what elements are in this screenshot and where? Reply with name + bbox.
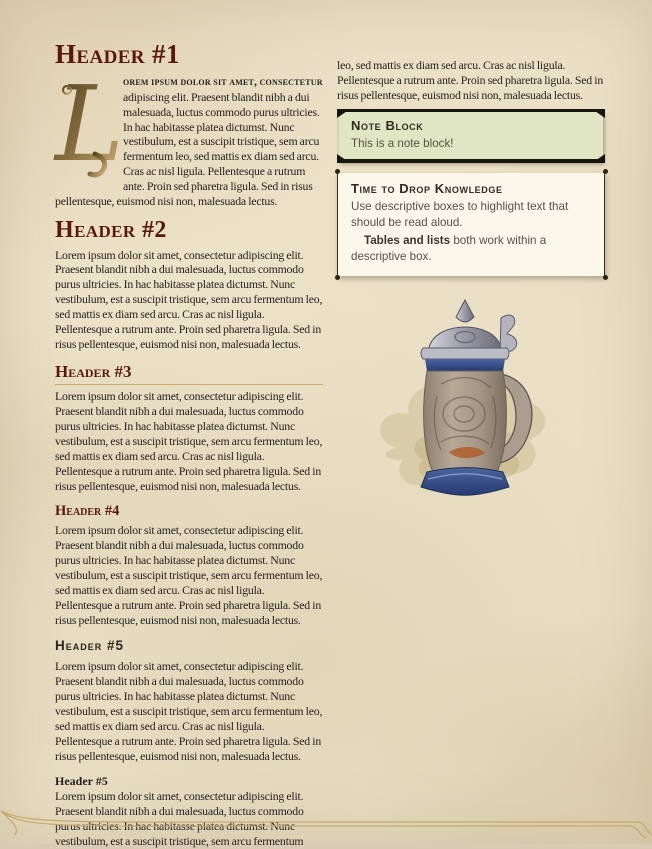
descriptive-paragraph-rest: both work within a descriptive box. bbox=[351, 233, 547, 263]
paragraph-6: Lorem ipsum dolor sit amet, consectetur adipiscing elit. Praesent blandit nibh a dui malesuada, luctus commodo purus ultricies. In hac habitasse platea dictumst. Nunc vestibulum, est a suscipit tristique, sem arcu fermentum bbox=[55, 789, 304, 849]
stein-thumb-lever bbox=[500, 315, 517, 353]
right-column bbox=[337, 58, 605, 515]
note-block-text: This is a note block! bbox=[351, 136, 454, 150]
descriptive-box-title: Time to Drop Knowledge bbox=[351, 180, 503, 196]
descriptive-box bbox=[337, 173, 605, 276]
section-title-h3: Header #3 bbox=[55, 363, 323, 385]
note-border-flare bbox=[337, 154, 350, 163]
note-border-flare bbox=[592, 109, 605, 118]
descriptive-box-paragraph-2 bbox=[351, 233, 591, 265]
drop-cap-letter: L bbox=[55, 63, 124, 186]
left-column bbox=[55, 39, 323, 849]
column-overflow-paragraph: leo, sed mattis ex diam sed arcu. Cras ac nisl ligula. Pellentesque a rutrum ante. Proin sed pharetra ligula. Sed in risus pellentesque, euismod nisi non, malesuada lectus. bbox=[337, 58, 604, 102]
section-title-h4: Header #4 bbox=[55, 502, 120, 519]
paragraph-5: Lorem ipsum dolor sit amet, consectetur adipiscing elit. Praesent blandit nibh a dui malesuada, luctus commodo purus ultricies. In hac habitasse platea dictumst. Nunc vestibulum, est a suscipit tristique, sem arcu fermentum leo, sed mattis ex diam sed arcu. Cras ac nisl ligula. Pellentesque a rutrum ante. Proin sed pharetra ligula. Sed in risus pellentesque, euismod nisi non, malesuada lectus. bbox=[55, 659, 323, 764]
descriptive-corner-dot bbox=[335, 275, 340, 280]
note-block bbox=[339, 111, 603, 161]
descriptive-box-paragraph: Use descriptive boxes to highlight text that should be read aloud. bbox=[351, 199, 569, 229]
stein-illustration bbox=[351, 298, 605, 515]
stein-finial bbox=[456, 300, 474, 322]
note-border-flare bbox=[592, 154, 605, 163]
beer-stein-image bbox=[351, 298, 581, 510]
descriptive-corner-dot bbox=[603, 169, 608, 174]
note-block-title: Note Block bbox=[351, 117, 424, 133]
section-title-h5: Header #5 bbox=[55, 638, 125, 654]
section-title-h6: Header #5 bbox=[55, 774, 108, 789]
paragraph-4: Lorem ipsum dolor sit amet, consectetur adipiscing elit. Praesent blandit nibh a dui malesuada, luctus commodo purus ultricies. In hac habitasse platea dictumst. Nunc vestibulum, est a suscipit tristique, sem arcu fermentum leo, sed mattis ex diam sed arcu. Cras ac nisl ligula. Pellentesque a rutrum ante. Proin sed pharetra ligula. Sed in risus pellentesque, euismod nisi non, malesuada lectus. bbox=[55, 522, 323, 627]
note-border-flare bbox=[337, 109, 350, 118]
paragraph-1 bbox=[55, 63, 323, 209]
stein-blue-collar bbox=[425, 359, 505, 371]
descriptive-corner-dot bbox=[603, 275, 608, 280]
paragraph-3: Lorem ipsum dolor sit amet, consectetur adipiscing elit. Praesent blandit nibh a dui malesuada, luctus commodo purus ultricies. In hac habitasse platea dictumst. Nunc vestibulum, est a suscipit tristique, sem arcu fermentum leo, sed mattis ex diam sed arcu. Cras ac nisl ligula. Pellentesque a rutrum ante. Proin sed pharetra ligula. Sed in risus pellentesque, euismod nisi non, malesuada lectus. bbox=[55, 388, 323, 493]
lead-small-caps-text: orem ipsum dolor sit amet, consectetur bbox=[123, 76, 323, 89]
paragraph-2: Lorem ipsum dolor sit amet, consectetur adipiscing elit. Praesent blandit nibh a dui malesuada, luctus commodo purus ultricies. In hac habitasse platea dictumst. Nunc vestibulum, est a suscipit tristique, sem arcu fermentum leo, sed mattis ex diam sed arcu. Cras ac nisl ligula. Pellentesque a rutrum ante. Proin sed pharetra ligula. Sed in risus pellentesque, euismod nisi non, malesuada lectus. bbox=[55, 247, 323, 352]
stein-lid-rim bbox=[421, 348, 509, 359]
descriptive-corner-dot bbox=[335, 169, 340, 174]
stein-foot bbox=[421, 467, 509, 495]
section-title-h2: Header #2 bbox=[55, 217, 167, 244]
descriptive-bold-lead: Tables and lists bbox=[364, 233, 451, 247]
footer-flourish bbox=[0, 808, 652, 840]
section-title-h1: Header #1 bbox=[55, 39, 180, 69]
drop-cap-initial bbox=[55, 63, 124, 186]
body-text: adipiscing elit. Praesent blandit nibh a dui malesuada, luctus commodo purus ultricies. In hac habitasse platea dictumst. Nunc vestibulum, est a suscipit tristique, sem arcu fermentum leo, sed mattis ex diam sed arcu. Cras ac nisl ligula. Pellentesque a rutrum ante. Proin sed pharetra ligula. Sed in risus pellentesque, euismod nisi non, malesuada lectus. bbox=[55, 89, 320, 209]
